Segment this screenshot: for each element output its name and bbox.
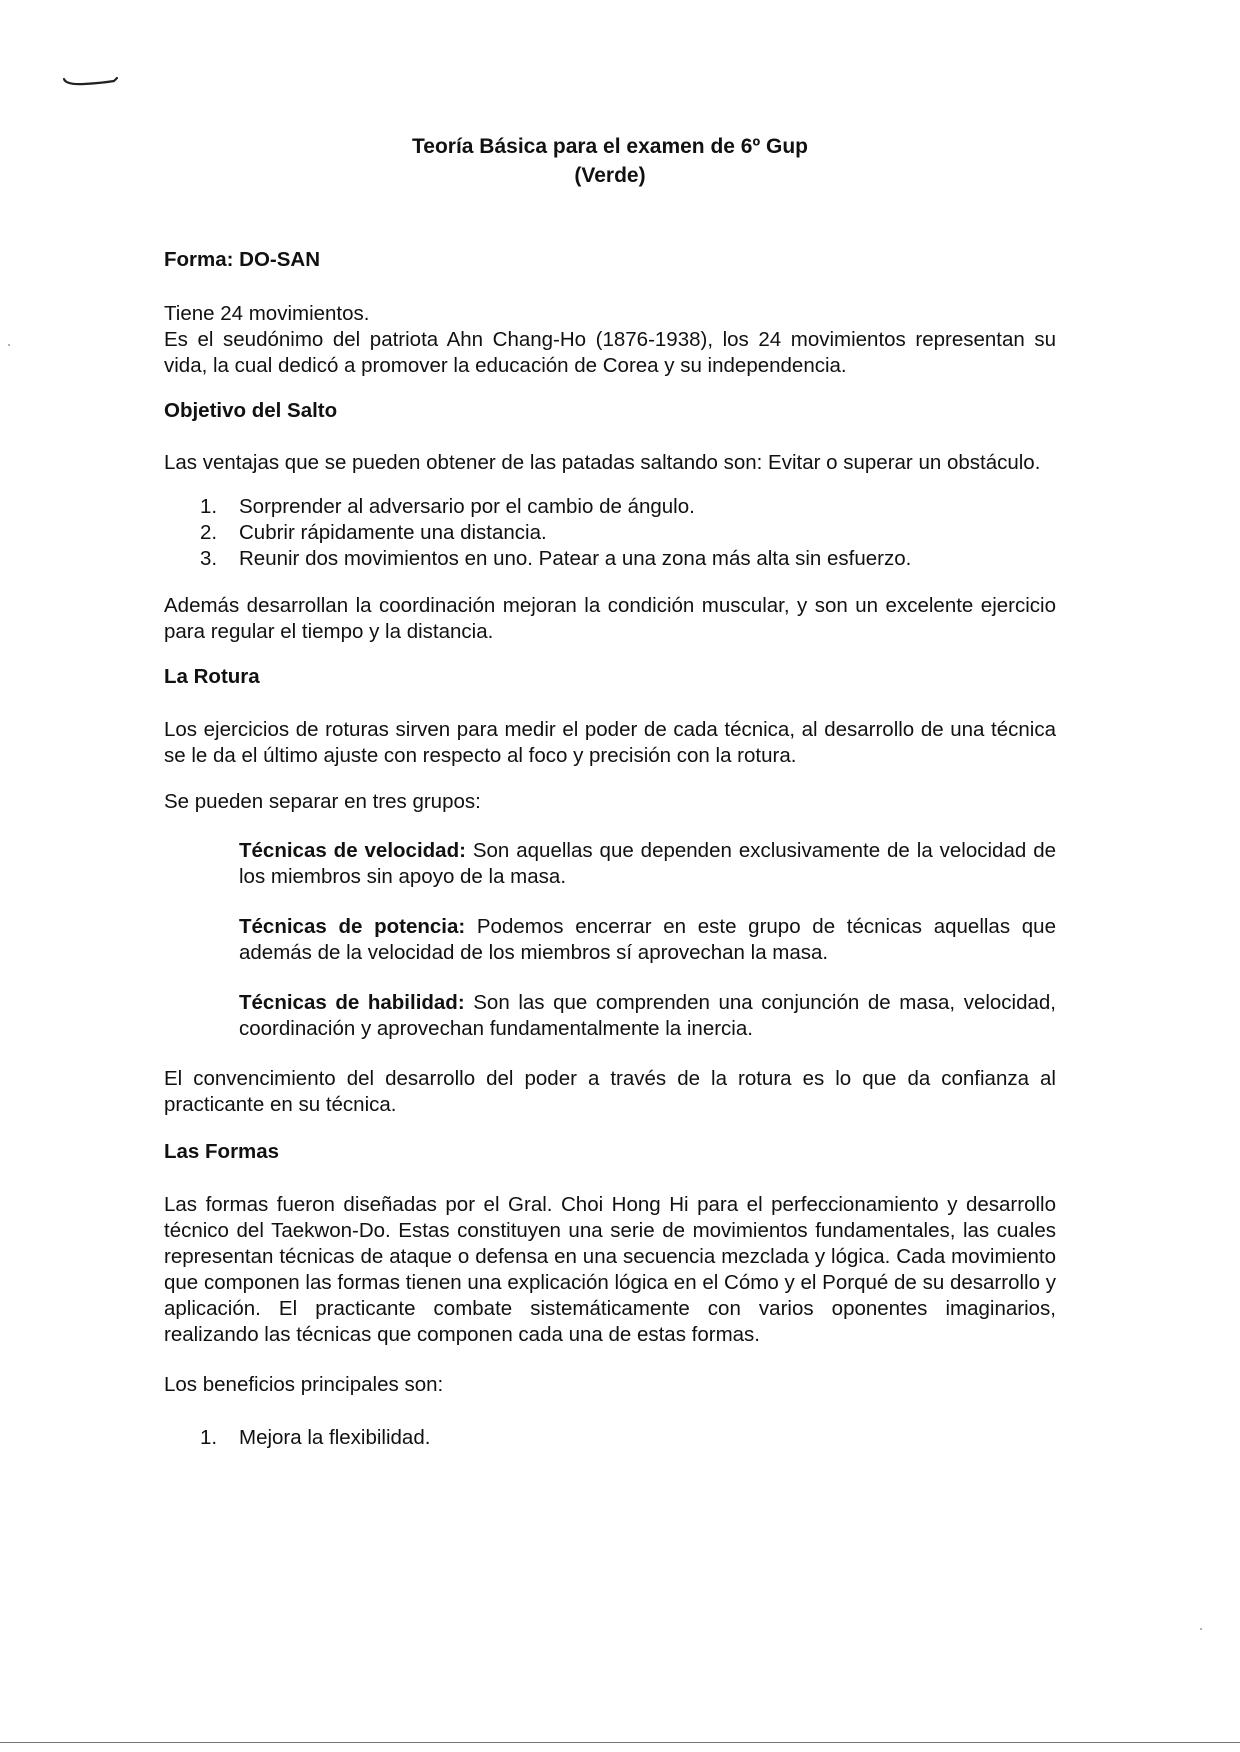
salto-list — [164, 494, 1056, 572]
salto-intro: Las ventajas que se pueden obtener de las patadas saltando son: Evitar o superar un obstáculo. — [164, 451, 1041, 474]
beneficios-list — [164, 1425, 1056, 1451]
scan-edge-line — [0, 1742, 1240, 1743]
rotura-group-velocidad: Técnicas de velocidad: Son aquellas que dependen exclusivamente de la velocidad de los miembros sin apoyo de la masa. — [239, 839, 1056, 888]
rotura-group-potencia: Técnicas de potencia: Podemos encerrar en este grupo de técnicas aquellas que además de la velocidad de los miembros sí aprovechan la masa. — [239, 915, 1056, 964]
title-line-1: Teoría Básica para el examen de 6º Gup — [412, 135, 808, 158]
salto-outro: Además desarrollan la coordinación mejoran la condición muscular, y son un excelente ejercicio para regular el tiempo y la distancia. — [164, 594, 1056, 643]
scan-speck — [1200, 1628, 1202, 1630]
forma-movements: Tiene 24 movimientos. — [164, 302, 370, 325]
forma-description: Es el seudónimo del patriota Ahn Chang-Ho (1876-1938), los 24 movimientos representan su vida, la cual dedicó a promover la educación de Corea y su independencia. — [164, 328, 1056, 377]
list-item: 3. Reunir dos movimientos en uno. Patear a una zona más alta sin esfuerzo. — [200, 547, 912, 570]
formas-para-2: Los beneficios principales son: — [164, 1373, 444, 1396]
heading-salto: Objetivo del Salto — [164, 399, 338, 422]
document-body — [164, 132, 1056, 1451]
formas-para-1: Las formas fueron diseñadas por el Gral. Choi Hong Hi para el perfeccionamiento y desarrollo técnico del Taekwon-Do. Estas constituyen una serie de movimientos fundamentales, las cuales representan técnicas de ataque o defensa en una secuencia mezclada y lógica. Cada movimiento que componen las formas tienen una explicación lógica en el Cómo y el Porqué de su desarrollo y aplicación. El practicante combate sistemáticamente con varios oponentes imaginarios, realizando las técnicas que componen cada una de estas formas. — [164, 1193, 1056, 1346]
title-line-2: (Verde) — [574, 164, 646, 187]
list-item: 1. Sorprender al adversario por el cambio de ángulo. — [200, 495, 695, 518]
rotura-group-habilidad: Técnicas de habilidad: Son las que comprenden una conjunción de masa, velocidad, coordinación y aprovechan fundamentalmente la inercia. — [239, 991, 1057, 1040]
rotura-para-3: El convencimiento del desarrollo del poder a través de la rotura es lo que da confianza al practicante en su técnica. — [164, 1067, 1056, 1116]
rotura-para-2: Se pueden separar en tres grupos: — [164, 790, 481, 813]
pen-mark — [62, 74, 118, 86]
heading-forma: Forma: DO-SAN — [164, 248, 321, 271]
scan-speck — [8, 344, 10, 346]
heading-rotura: La Rotura — [164, 665, 260, 688]
list-item: 1. Mejora la flexibilidad. — [200, 1426, 431, 1449]
list-item: 2. Cubrir rápidamente una distancia. — [200, 521, 547, 544]
heading-formas: Las Formas — [164, 1140, 280, 1163]
rotura-para-1: Los ejercicios de roturas sirven para medir el poder de cada técnica, al desarrollo de una técnica se le da el último ajuste con respecto al foco y precisión con la rotura. — [164, 718, 1056, 767]
